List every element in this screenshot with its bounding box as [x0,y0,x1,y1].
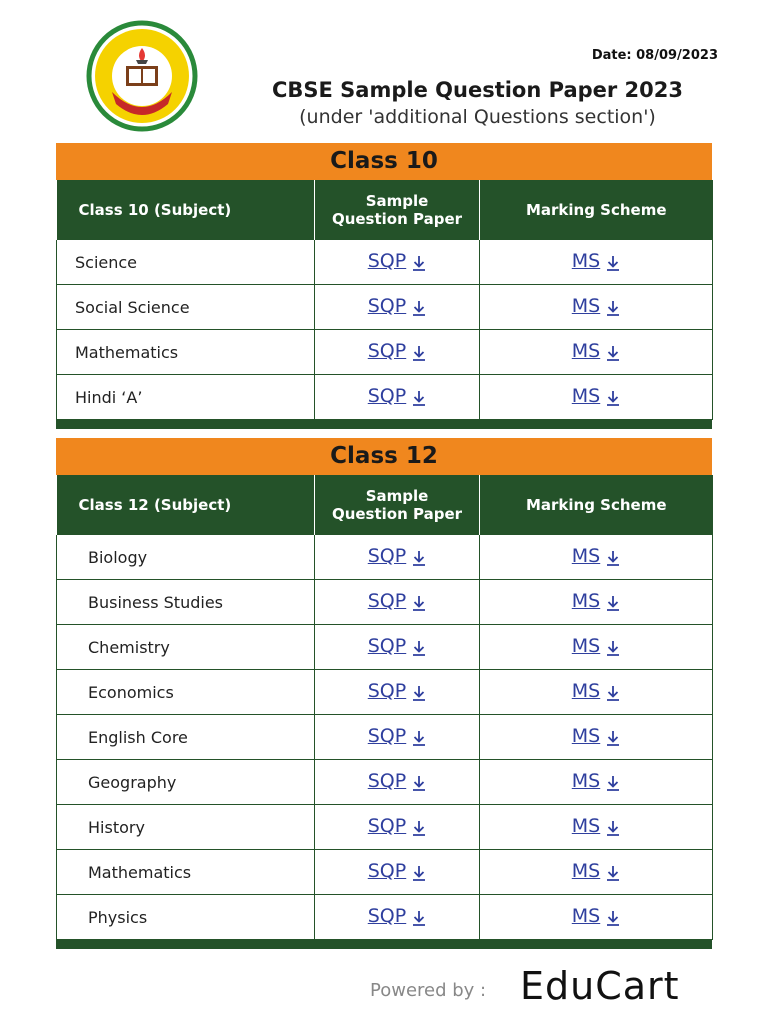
subject-name: Science [57,240,315,285]
powered-by-label: Powered by : [370,980,487,1001]
table-row [57,625,713,670]
download-arrow-icon[interactable] [606,255,620,275]
page-title: CBSE Sample Question Paper 2023 [271,78,684,102]
ms-download-link[interactable]: MS [571,769,601,792]
class-10-section [56,143,712,429]
table-row [57,240,713,285]
table-row [57,375,713,420]
download-arrow-icon[interactable] [412,685,426,705]
download-arrow-icon[interactable] [412,255,426,275]
sqp-cell [315,375,480,420]
table-row [57,330,713,375]
ms-cell [480,895,713,940]
sqp-download-link[interactable]: SQP [367,249,407,272]
subject-column-header: Class 12 (Subject) [57,475,315,535]
subject-name: Mathematics [57,850,315,895]
sqp-cell [315,670,480,715]
download-arrow-icon[interactable] [606,550,620,570]
sqp-download-link[interactable]: SQP [367,544,407,567]
subject-name: Biology [57,535,315,580]
ms-cell [480,805,713,850]
table-row [57,580,713,625]
ms-download-link[interactable]: MS [571,634,601,657]
table-row [57,670,713,715]
sqp-cell [315,715,480,760]
sqp-cell [315,240,480,285]
ms-column-header: Marking Scheme [480,180,713,240]
sqp-download-link[interactable]: SQP [367,589,407,612]
ms-cell [480,580,713,625]
table-row [57,805,713,850]
ms-column-header: Marking Scheme [480,475,713,535]
sqp-cell [315,850,480,895]
table-footer-bar [56,940,712,949]
class-12-table [56,475,713,940]
sqp-cell [315,760,480,805]
download-arrow-icon[interactable] [606,820,620,840]
ms-download-link[interactable]: MS [571,589,601,612]
ms-download-link[interactable]: MS [571,859,601,882]
download-arrow-icon[interactable] [412,345,426,365]
ms-cell [480,240,713,285]
table-row [57,850,713,895]
table-row [57,535,713,580]
ms-download-link[interactable]: MS [571,814,601,837]
sqp-cell [315,285,480,330]
ms-cell [480,375,713,420]
subject-name: History [57,805,315,850]
ms-cell [480,760,713,805]
download-arrow-icon[interactable] [412,730,426,750]
ms-download-link[interactable]: MS [571,544,601,567]
class-10-table [56,180,713,420]
download-arrow-icon[interactable] [606,640,620,660]
download-arrow-icon[interactable] [606,865,620,885]
table-row [57,895,713,940]
subject-name: Chemistry [57,625,315,670]
sqp-download-link[interactable]: SQP [367,769,407,792]
educart-logo: EduCart [520,964,680,1008]
download-arrow-icon[interactable] [412,820,426,840]
subject-column-header: Class 10 (Subject) [57,180,315,240]
sqp-cell [315,580,480,625]
sqp-download-link[interactable]: SQP [367,634,407,657]
subject-name: Economics [57,670,315,715]
subject-name: Geography [57,760,315,805]
ms-download-link[interactable]: MS [571,724,601,747]
page-subtitle: (under 'additional Questions section') [299,106,656,128]
download-arrow-icon[interactable] [412,390,426,410]
ms-cell [480,625,713,670]
document-date: Date: 08/09/2023 [591,48,718,63]
ms-cell [480,535,713,580]
table-row [57,285,713,330]
sqp-download-link[interactable]: SQP [367,859,407,882]
sqp-download-link[interactable]: SQP [367,904,407,927]
sqp-cell [315,535,480,580]
subject-name: English Core [57,715,315,760]
ms-download-link[interactable]: MS [571,904,601,927]
sqp-cell [315,625,480,670]
ms-download-link[interactable]: MS [571,339,601,362]
ms-download-link[interactable]: MS [571,384,601,407]
ms-cell [480,330,713,375]
sqp-column-header: Sample Question Paper [315,180,480,240]
subject-name: Business Studies [57,580,315,625]
download-arrow-icon[interactable] [606,390,620,410]
download-arrow-icon[interactable] [606,345,620,365]
class-12-heading: Class 12 [56,438,712,475]
download-arrow-icon[interactable] [606,910,620,930]
class-12-section [56,438,712,949]
download-arrow-icon[interactable] [606,300,620,320]
download-arrow-icon[interactable] [606,730,620,750]
sqp-download-link[interactable]: SQP [367,384,407,407]
ms-download-link[interactable]: MS [571,294,601,317]
subject-name: Mathematics [57,330,315,375]
ms-cell [480,285,713,330]
sqp-column-header: Sample Question Paper [315,475,480,535]
download-arrow-icon[interactable] [412,775,426,795]
subject-name: Hindi ‘A’ [57,375,315,420]
download-arrow-icon[interactable] [412,595,426,615]
sqp-download-link[interactable]: SQP [367,294,407,317]
class-10-heading: Class 10 [56,143,712,180]
sqp-download-link[interactable]: SQP [367,724,407,747]
subject-name: Physics [57,895,315,940]
subject-name: Social Science [57,285,315,330]
download-arrow-icon[interactable] [412,865,426,885]
sqp-cell [315,330,480,375]
sqp-download-link[interactable]: SQP [367,339,407,362]
ms-cell [480,715,713,760]
sqp-download-link[interactable]: SQP [367,679,407,702]
table-row [57,760,713,805]
ms-cell [480,670,713,715]
ms-download-link[interactable]: MS [571,249,601,272]
download-arrow-icon[interactable] [606,595,620,615]
download-arrow-icon[interactable] [412,300,426,320]
download-arrow-icon[interactable] [606,685,620,705]
table-row [57,715,713,760]
sqp-download-link[interactable]: SQP [367,814,407,837]
sqp-cell [315,805,480,850]
ms-download-link[interactable]: MS [571,679,601,702]
table-footer-bar [56,420,712,429]
download-arrow-icon[interactable] [412,550,426,570]
sqp-cell [315,895,480,940]
download-arrow-icon[interactable] [412,910,426,930]
ms-cell [480,850,713,895]
download-arrow-icon[interactable] [412,640,426,660]
download-arrow-icon[interactable] [606,775,620,795]
